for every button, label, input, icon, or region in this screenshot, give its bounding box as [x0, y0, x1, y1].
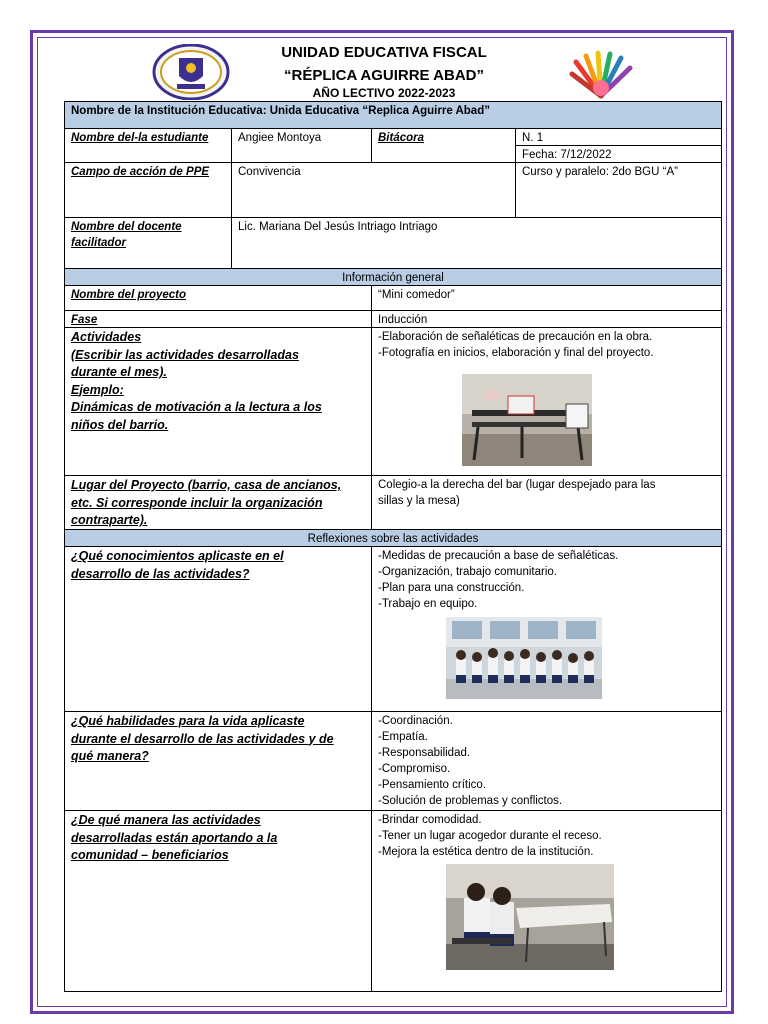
project-name: “Mini comedor” [378, 289, 455, 301]
general-info-band [64, 268, 722, 286]
location-label-line: Lugar del Proyecto (barrio, casa de ancianos, [71, 478, 342, 492]
bitacora-number-cell [515, 128, 722, 146]
q2-value-line: -Solución de problemas y conflictos. [378, 795, 563, 807]
q3-value-line: -Brindar comodidad. [378, 814, 482, 826]
location-label-line: etc. Si corresponde incluir la organización [71, 495, 323, 510]
location-value-line: Colegio-a la derecha del bar (lugar despejado para las [378, 479, 656, 491]
reflections-band [64, 529, 722, 547]
q1-value-line: -Plan para una construcción. [378, 582, 525, 594]
bitacora-label: Bitácora [378, 132, 425, 144]
bench-signage-photo [462, 374, 592, 466]
activities-label-cell [64, 327, 372, 476]
docente-name: Lic. Mariana Del Jesús Intriago Intriago [238, 221, 438, 233]
q2-value-cell [371, 711, 722, 811]
location-label-cell [64, 475, 372, 530]
activities-label-line: Ejemplo: [71, 382, 124, 397]
fase-label: Fase [71, 314, 98, 326]
docente-label-line1: Nombre del docente [71, 221, 182, 233]
docente-label-cell [64, 217, 232, 269]
q2-label-cell [64, 711, 372, 811]
bitacora-date: Fecha: 7/12/2022 [522, 149, 612, 161]
student-name: Angiee Montoya [238, 132, 322, 144]
general-info-heading: Información general [342, 272, 444, 284]
location-label-line: contraparte). [71, 513, 148, 527]
school-type-title: UNIDAD EDUCATIVA FISCAL [281, 44, 487, 61]
fase-label-cell [64, 310, 372, 328]
docente-value-cell [231, 217, 722, 269]
bitacora-number: N. 1 [522, 132, 544, 144]
campo-value: Convivencia [238, 166, 301, 178]
project-label: Nombre del proyecto [71, 289, 187, 301]
docente-label-line2: facilitador [71, 237, 126, 249]
school-name-title: “RÉPLICA AGUIRRE ABAD” [283, 67, 484, 84]
q2-value-line: -Empatía. [378, 731, 428, 743]
q2-value-line: -Compromiso. [378, 763, 451, 775]
school-year-title: AÑO LECTIVO 2022-2023 [312, 86, 456, 100]
bitacora-date-cell [515, 145, 722, 163]
q3-label-line: comunidad – beneficiarios [71, 848, 229, 862]
campo-label: Campo de acción de PPE [71, 166, 210, 178]
project-value-cell [371, 285, 722, 311]
student-value-cell [231, 128, 372, 163]
campo-label-cell [64, 162, 232, 218]
q2-label-line: durante el desarrollo de las actividades y de [71, 731, 334, 746]
q1-value-line: -Organización, trabajo comunitario. [378, 566, 557, 578]
project-label-cell [64, 285, 372, 311]
q3-value-line: -Tener un lugar acogedor durante el receso. [378, 830, 602, 842]
location-value-cell [371, 475, 722, 530]
q3-label-line: desarrolladas están aportando a la [71, 830, 278, 845]
activities-label-line: Actividades [71, 330, 142, 344]
q2-label-line: qué manera? [71, 749, 149, 763]
q2-value-line: -Pensamiento crítico. [378, 779, 487, 791]
q3-label-line: ¿De qué manera las actividades [71, 813, 261, 827]
students-at-table-photo [446, 864, 614, 970]
activities-label-line: (Escribir las actividades desarrolladas [71, 347, 299, 362]
q3-label-cell [64, 810, 372, 992]
q1-label-line: ¿Qué conocimientos aplicaste en el [71, 549, 284, 563]
institution-text: Nombre de la Institución Educativa: Unida Educativa “Replica Aguirre Abad” [71, 105, 490, 117]
q1-value-line: -Trabajo en equipo. [378, 598, 478, 610]
activities-value-line: -Elaboración de señaléticas de precaución en la obra. [378, 331, 653, 343]
q2-label-line: ¿Qué habilidades para la vida aplicaste [71, 714, 305, 728]
campo-value-cell [231, 162, 516, 218]
student-label-cell [64, 128, 232, 163]
activities-value-line: -Fotografía en inicios, elaboración y final del proyecto. [378, 347, 654, 359]
q1-value-line: -Medidas de precaución a base de señaléticas. [378, 550, 619, 562]
q3-value-line: -Mejora la estética dentro de la institución. [378, 846, 594, 858]
activities-label-line: durante el mes). [71, 365, 167, 379]
course-value: Curso y paralelo: 2do BGU “A” [522, 166, 678, 178]
student-label: Nombre del-la estudiante [71, 132, 209, 144]
institution-row [64, 101, 722, 129]
q2-value-line: -Responsabilidad. [378, 747, 471, 759]
reflections-heading: Reflexiones sobre las actividades [307, 533, 479, 545]
fase-value: Inducción [378, 314, 428, 326]
activities-label-line: Dinámicas de motivación a la lectura a los [71, 400, 322, 414]
location-value-line: sillas y la mesa) [378, 495, 460, 507]
q2-value-line: -Coordinación. [378, 715, 453, 727]
activities-label-line: niños del barrio. [71, 417, 169, 432]
bitacora-label-cell [371, 128, 516, 163]
q1-label-line: desarrollo de las actividades? [71, 566, 250, 581]
students-group-photo [446, 617, 602, 699]
fase-value-cell [371, 310, 722, 328]
course-cell [515, 162, 722, 218]
q1-label-cell [64, 546, 372, 712]
